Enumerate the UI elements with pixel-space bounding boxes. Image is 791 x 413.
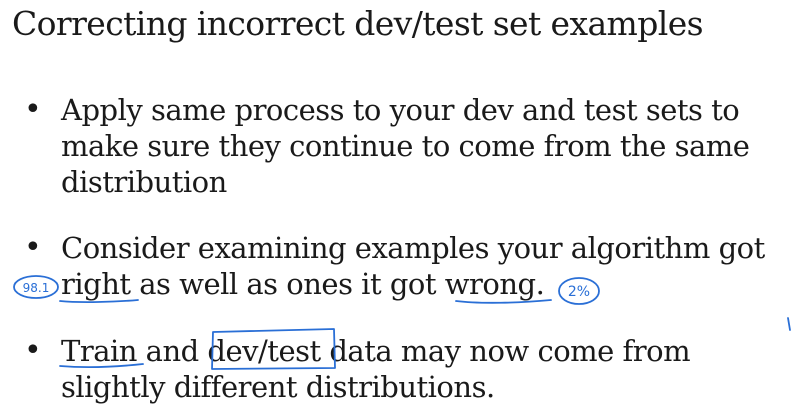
bullet-1-line-2: make sure they continue to come from the same (61, 129, 750, 163)
bullet-1-line-3: distribution (61, 165, 227, 199)
handwritten-circle-right (559, 278, 599, 304)
bullet-2-line-1: Consider examining examples your algorithm got (61, 231, 765, 265)
handwritten-note-right: 2% (567, 284, 591, 300)
bullet-3-line-1: Train and dev/test data may now come from (61, 334, 691, 368)
bullet-dot: • (24, 230, 42, 265)
bullet-2-line-2: right as well as ones it got wrong. (61, 267, 545, 301)
slide-title: Correcting incorrect dev/test set examples (12, 4, 703, 43)
ink-mark-right-edge (788, 318, 790, 330)
bullet-3-line-2: slightly different distributions. (61, 370, 495, 404)
handwritten-note-left: 98.1 (22, 281, 50, 295)
handwritten-circle-left (14, 276, 58, 298)
bullet-1-line-1: Apply same process to your dev and test sets to (61, 93, 740, 127)
bullet-dot: • (24, 92, 42, 127)
bullet-dot: • (24, 333, 42, 368)
